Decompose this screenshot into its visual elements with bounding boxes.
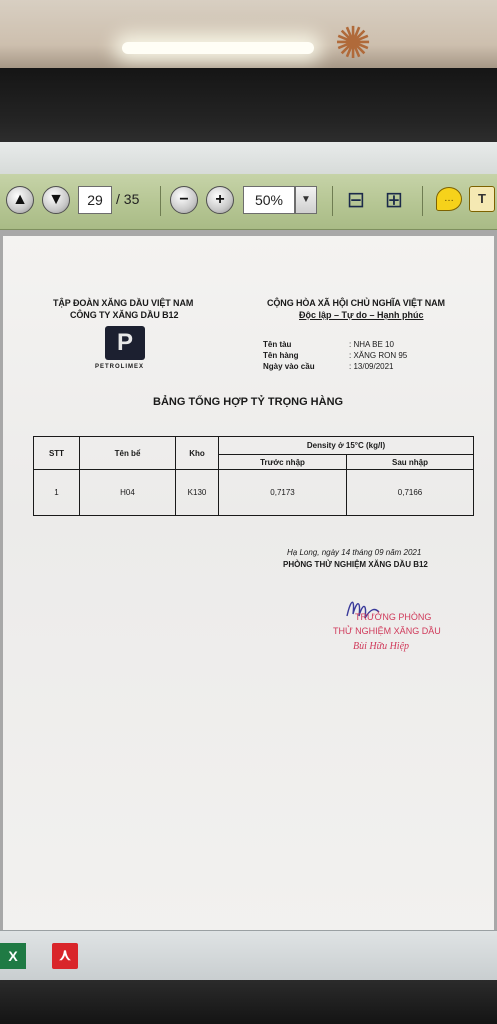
- window-title-strip: [0, 142, 497, 174]
- zoom-level-input[interactable]: 50%: [243, 186, 295, 214]
- table-row: [34, 470, 474, 516]
- date-value: : 13/09/2021: [349, 362, 394, 371]
- country-name: CỘNG HÒA XÃ HỘI CHỦ NGHĨA VIỆT NAM: [267, 298, 445, 308]
- fit-width-icon[interactable]: ⊞: [384, 187, 404, 212]
- header-tank: Tên bể: [80, 437, 176, 470]
- signing-date: Hạ Long, ngày 14 tháng 09 năm 2021: [287, 548, 422, 557]
- toolbar-divider: [160, 186, 161, 216]
- signing-department: PHÒNG THỬ NGHIỆM XĂNG DẦU B12: [283, 560, 428, 569]
- page-total: / 35: [116, 191, 140, 207]
- header-density: Density ở 15°C (kg/l): [219, 437, 474, 455]
- national-motto: Độc lập – Tự do – Hạnh phúc: [299, 310, 424, 320]
- monitor-screen: [0, 142, 497, 980]
- minus-icon[interactable]: −: [170, 186, 198, 214]
- header-before: Trước nhập: [219, 455, 347, 470]
- pdf-icon[interactable]: ⋏: [52, 943, 78, 969]
- monitor-bezel-top: [0, 68, 497, 144]
- page-number-input[interactable]: 29: [78, 186, 112, 214]
- goods-value: : XĂNG RON 95: [349, 351, 408, 360]
- cell-kho: K130: [176, 470, 219, 516]
- stamp-department: THỬ NGHIỆM XĂNG DẦU: [333, 626, 441, 636]
- document-viewport[interactable]: [0, 230, 497, 930]
- org-name: TẬP ĐOÀN XĂNG DẦU VIỆT NAM: [53, 298, 194, 308]
- plus-icon[interactable]: +: [206, 186, 234, 214]
- company-name: CÔNG TY XĂNG DẦU B12: [70, 310, 179, 320]
- petrolimex-logo-icon: P: [105, 326, 145, 360]
- stamp-signer-name: Bùi Hữu Hiệp: [353, 641, 410, 652]
- cell-before: 0,7173: [219, 470, 347, 516]
- comment-icon[interactable]: …: [436, 187, 462, 211]
- ship-value: : NHA BE 10: [349, 340, 394, 349]
- pdf-toolbar: [0, 174, 497, 230]
- toolbar-divider: [422, 186, 423, 216]
- fit-page-icon[interactable]: ⊟: [346, 187, 366, 212]
- chevron-down-icon[interactable]: ▼: [295, 186, 317, 214]
- toolbar-divider: [332, 186, 333, 216]
- markup-icon[interactable]: T: [469, 186, 495, 212]
- ceiling-light: [122, 42, 314, 54]
- density-table: [33, 436, 474, 516]
- excel-icon[interactable]: X: [0, 943, 26, 969]
- wall-ornament: ✺: [334, 19, 372, 68]
- room-background: [0, 0, 497, 75]
- stamp-title: TRƯỞNG PHÒNG: [355, 612, 432, 622]
- ship-label: Tên tàu: [263, 340, 292, 349]
- taskbar: [0, 930, 497, 980]
- monitor-bezel-bottom: [0, 980, 497, 1024]
- arrow-up-icon[interactable]: ▲: [6, 186, 34, 214]
- header-stt: STT: [34, 437, 80, 470]
- pdf-page: [3, 236, 494, 936]
- goods-label: Tên hàng: [263, 351, 299, 360]
- cell-after: 0,7166: [347, 470, 474, 516]
- date-label: Ngày vào cầu: [263, 362, 315, 371]
- cell-tank: H04: [80, 470, 176, 516]
- cell-stt: 1: [34, 470, 80, 516]
- header-kho: Kho: [176, 437, 219, 470]
- document-title: BẢNG TỔNG HỢP TỶ TRỌNG HÀNG: [153, 396, 344, 408]
- logo-text: PETROLIMEX: [95, 364, 145, 370]
- arrow-down-icon[interactable]: ▼: [42, 186, 70, 214]
- header-after: Sau nhập: [347, 455, 474, 470]
